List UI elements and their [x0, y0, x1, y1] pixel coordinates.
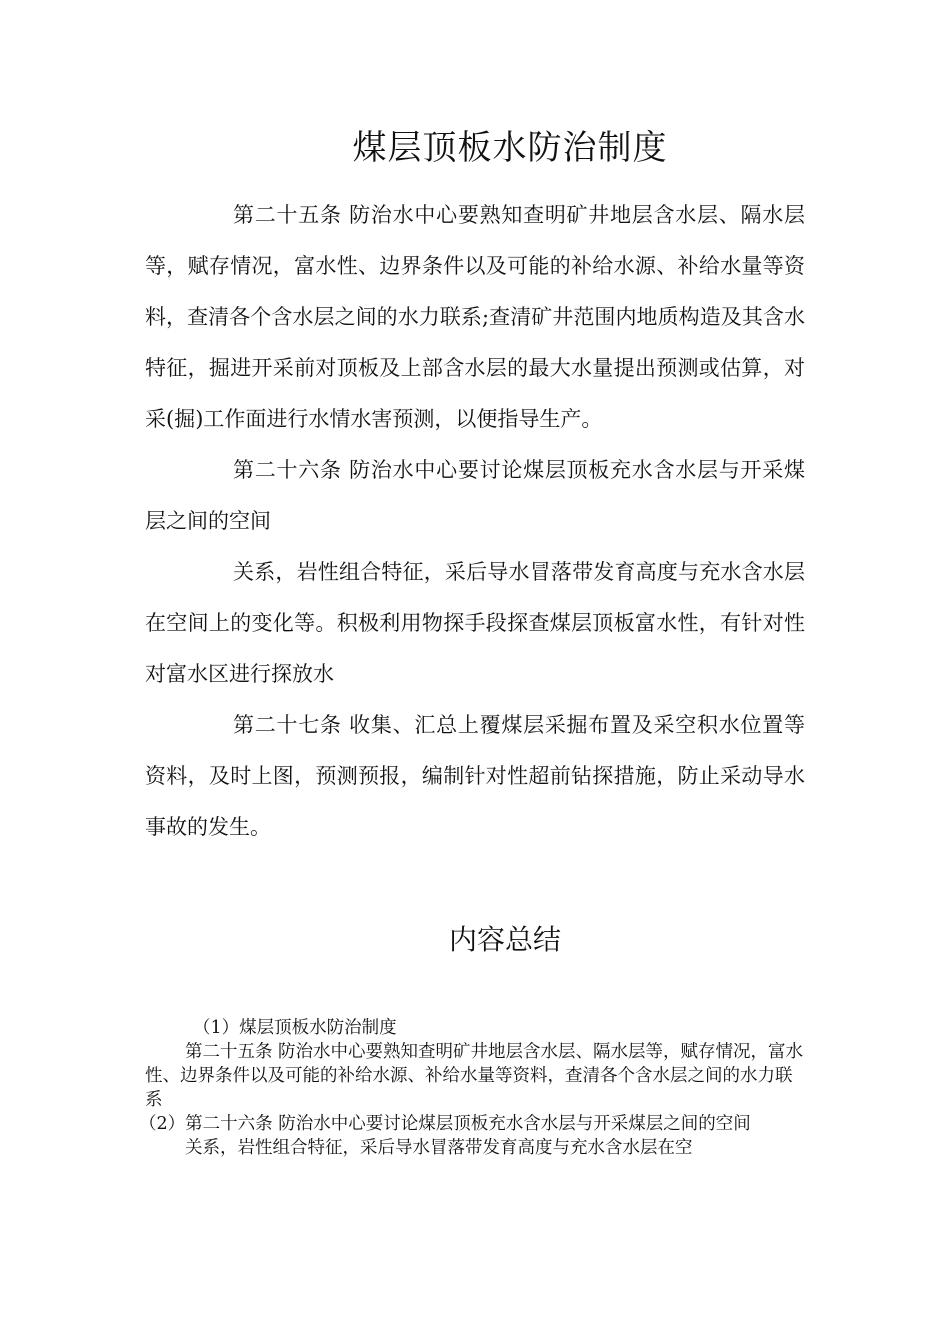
summary-paragraph-2: 关系，岩性组合特征，采后导水冒落带发育高度与充水含水层在空 — [185, 1138, 693, 1158]
article-26-continuation-paragraph: 关系，岩性组合特征，采后导水冒落带发育高度与充水含水层在空间上的变化等。积极利用物探手段探查煤层顶板富水性，有针对性对富水区进行探放水 — [145, 560, 805, 686]
document-body — [145, 190, 805, 853]
summary-paragraph-1: 第二十五条 防治水中心要熟知查明矿井地层含水层、隔水层等，赋存情况，富水性、边界条件以及可能的补给水源、补给水量等资料，查清各个含水层之间的水力联系 — [145, 1042, 804, 1110]
article-26-paragraph: 第二十六条 防治水中心要讨论煤层顶板充水含水层与开采煤层之间的空间 — [145, 458, 805, 533]
summary-heading-2: （2）第二十六条 防治水中心要讨论煤层顶板充水含水层与开采煤层之间的空间 — [139, 1114, 751, 1134]
summary-heading-1: （1）煤层顶板水防治制度 — [193, 1018, 397, 1038]
summary-title: 内容总结 — [448, 923, 561, 956]
document-title: 煤层顶板水防治制度 — [352, 128, 668, 168]
article-25-paragraph: 第二十五条 防治水中心要熟知查明矿井地层含水层、隔水层等，赋存情况，富水性、边界条件以及可能的补给水源、补给水量等资料，查清各个含水层之间的水力联系;查清矿井范围内地质构造及其含水特征，掘进开采前对顶板及上部含水层的最大水量提出预测或估算，对采(掘)工作面进行水情水害预测，以便指导生产。 — [145, 203, 805, 431]
summary-section — [139, 1016, 807, 1160]
article-27-paragraph: 第二十七条 收集、汇总上覆煤层采掘布置及采空积水位置等资料，及时上图，预测预报，编制针对性超前钻探措施，防止采动导水事故的发生。 — [145, 713, 805, 839]
